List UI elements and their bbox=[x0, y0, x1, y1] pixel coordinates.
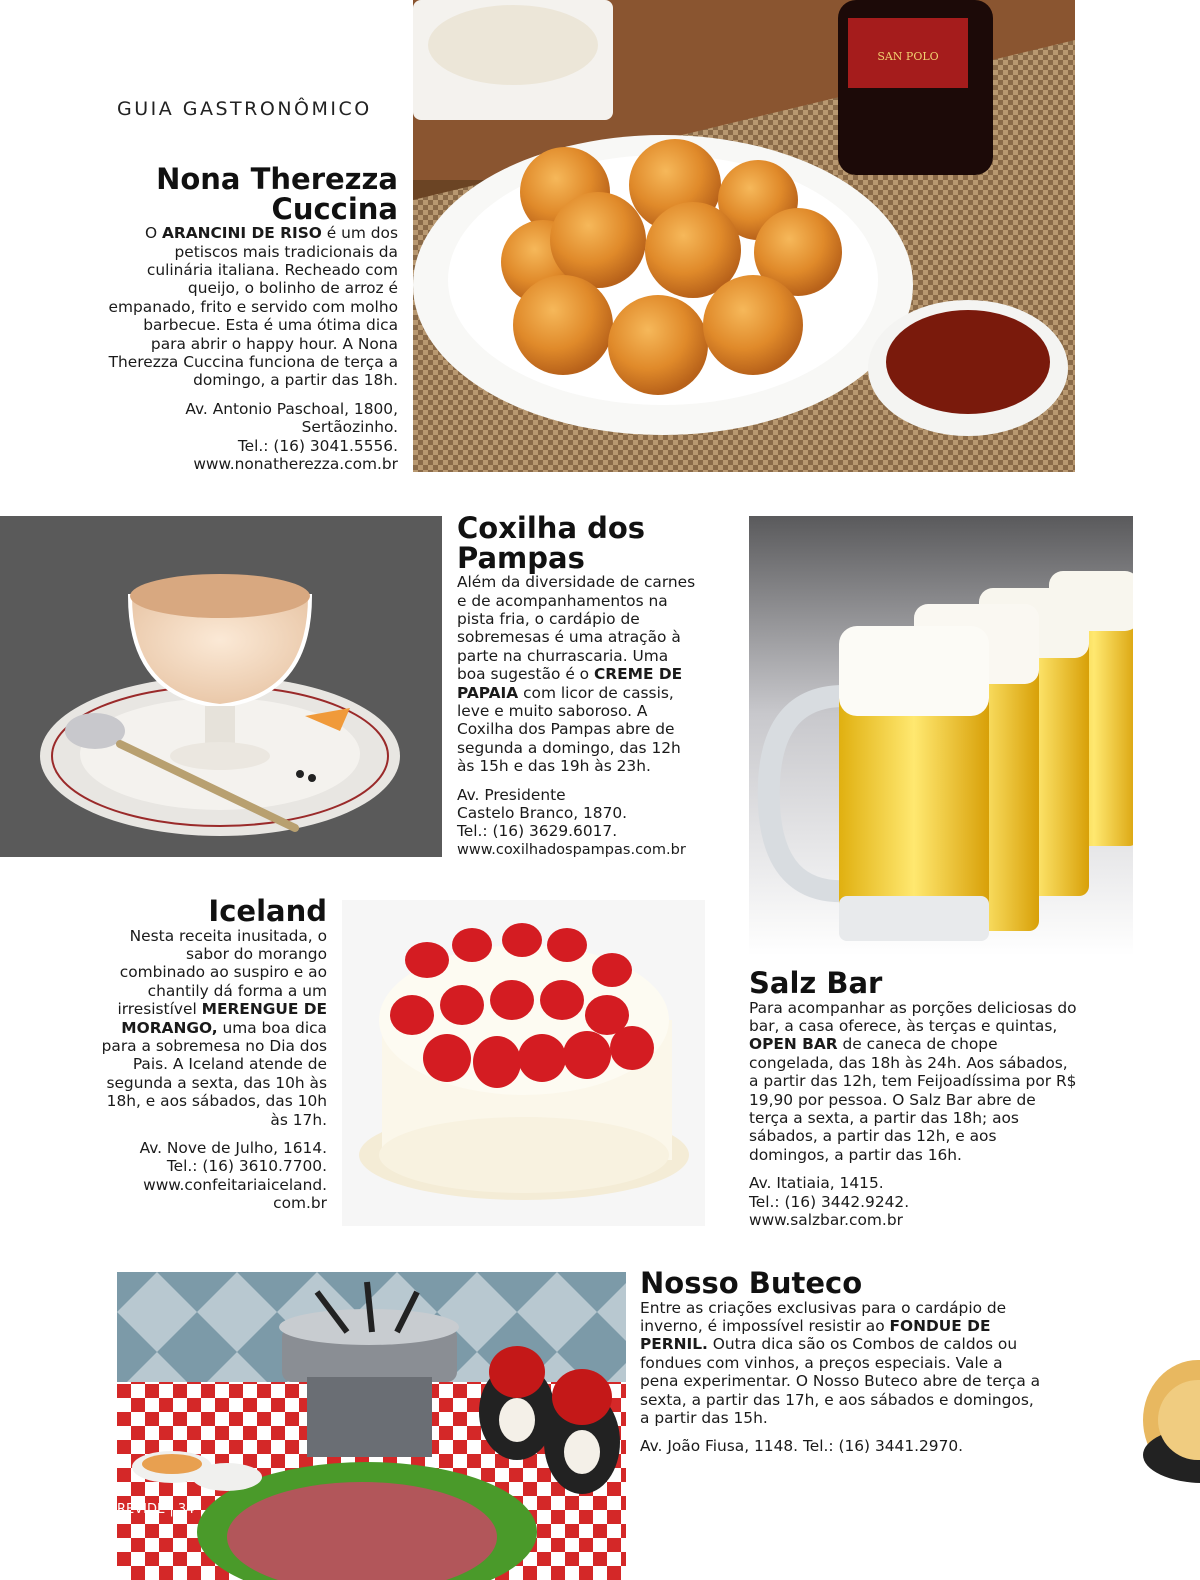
article-title: Nona Therezza Cuccina bbox=[156, 162, 398, 226]
article-body: Entre as criações exclusivas para o cardápio de inverno, é impossível resistir ao FONDUE DE PERNIL. Outra dica são os Combos de caldos ou fondues com vinhos, a preços especiais. Vale a pena experimentar. O Nosso Buteco abre de terça a sexta, a partir das 17h, e aos sábados e domingos, a partir das 15h. bbox=[640, 1298, 1041, 1428]
website-link[interactable]: www.coxilhadospampas.com.br bbox=[457, 841, 686, 858]
article-body: Para acompanhar as porções deliciosas do bar, a casa oferece, às terças e quintas, OPEN BAR de caneca de chope congelada, das 18h às 24h. Aos sábados, a partir das 12h, tem Feijoadíssima por R$ 19,90 por pessoa. O Salz Bar abre de terça a sexta, a partir das 18h; aos sábados, a partir das 12h, e aos domingos, a partir das 16h. bbox=[749, 998, 1077, 1164]
article-title: Iceland bbox=[208, 894, 327, 928]
article-address: Av. Itatiaia, 1415. Tel.: (16) 3442.9242. www.salzbar.com.br bbox=[749, 1174, 1089, 1229]
article-iceland bbox=[100, 894, 327, 1213]
wine-label-text: SAN POLO bbox=[877, 50, 939, 63]
photo-beer-mugs bbox=[749, 516, 1133, 956]
page-footer bbox=[117, 1502, 194, 1517]
website-link[interactable]: www.confeitariaiceland. bbox=[143, 1175, 327, 1194]
highlight-dish: CREME DE PAPAIA bbox=[457, 665, 683, 702]
highlight-dish: ARANCINI DE RISO bbox=[161, 224, 322, 243]
section-label: GUIA GASTRONÔMICO bbox=[117, 98, 372, 120]
page-number: 34 bbox=[177, 1502, 195, 1517]
article-address: Av. Presidente Castelo Branco, 1870. Tel.: (16) 3629.6017. www.coxilhadospampas.com.br bbox=[457, 786, 717, 860]
photo-arancini bbox=[413, 0, 1075, 472]
photo-strawberry-cake bbox=[342, 900, 705, 1226]
photo-edge-food bbox=[1128, 1340, 1200, 1500]
article-salz-bar bbox=[749, 966, 1089, 1230]
article-coxilha-dos-pampas bbox=[457, 511, 717, 859]
article-title: Coxilha dos Pampas bbox=[457, 511, 646, 575]
article-body: Nesta receita inusitada, o sabor do morango combinado ao suspiro e ao chantily dá forma a um irresistível MERENGUE DE MORANGO, uma boa dica para a sobremesa no Dia dos Pais. A Iceland atende de segunda a sexta, das 10h às 18h, e aos sábados, das 10h às 17h. bbox=[101, 926, 327, 1129]
website-link[interactable]: www.nonatherezza.com.br bbox=[193, 455, 398, 474]
highlight-dish: FONDUE DE PERNIL. bbox=[640, 1316, 991, 1354]
magazine-name: REVIDE bbox=[117, 1502, 166, 1517]
photo-fondue bbox=[117, 1272, 626, 1580]
article-address: Av. Antonio Paschoal, 1800, Sertãozinho. Tel.: (16) 3041.5556. www.nonatherezza.com.br bbox=[105, 400, 398, 474]
footer-separator: | bbox=[169, 1502, 174, 1517]
article-body: Além da diversidade de carnes e de acompanhamentos na pista fria, o cardápio de sobremesas é uma atração à parte na churrascaria. Uma boa sugestão é o CREME DE PAPAIA com licor de cassis, leve e muito saboroso. A Coxilha dos Pampas abre de segunda a domingo, das 12h às 15h e das 19h às 23h. bbox=[457, 573, 696, 776]
website-link[interactable]: www.salzbar.com.br bbox=[749, 1211, 903, 1230]
article-nona-therezza bbox=[105, 162, 398, 474]
photo-creme-papaia bbox=[0, 516, 442, 857]
article-address: Av. Nove de Julho, 1614. Tel.: (16) 3610.7700. www.confeitariaiceland. com.br bbox=[100, 1139, 327, 1213]
article-address: Av. João Fiusa, 1148. Tel.: (16) 3441.2970. bbox=[640, 1437, 964, 1456]
arancini-balls bbox=[501, 139, 842, 395]
article-title: Salz Bar bbox=[749, 966, 883, 1000]
highlight-dish: OPEN BAR bbox=[749, 1035, 838, 1054]
article-body: O ARANCINI DE RISO é um dos petiscos mais tradicionais da culinária italiana. Recheado com queijo, o bolinho de arroz é empanado, frito e servido com molho barbecue. Esta é uma ótima dica para abrir o happy hour. A Nona Therezza Cuccina funciona de terça a domingo, a partir das 18h. bbox=[108, 224, 398, 390]
article-title: Nosso Buteco bbox=[640, 1266, 863, 1300]
article-nosso-buteco bbox=[640, 1266, 1055, 1456]
highlight-dish: MERENGUE DE MORANGO, bbox=[121, 1000, 327, 1037]
